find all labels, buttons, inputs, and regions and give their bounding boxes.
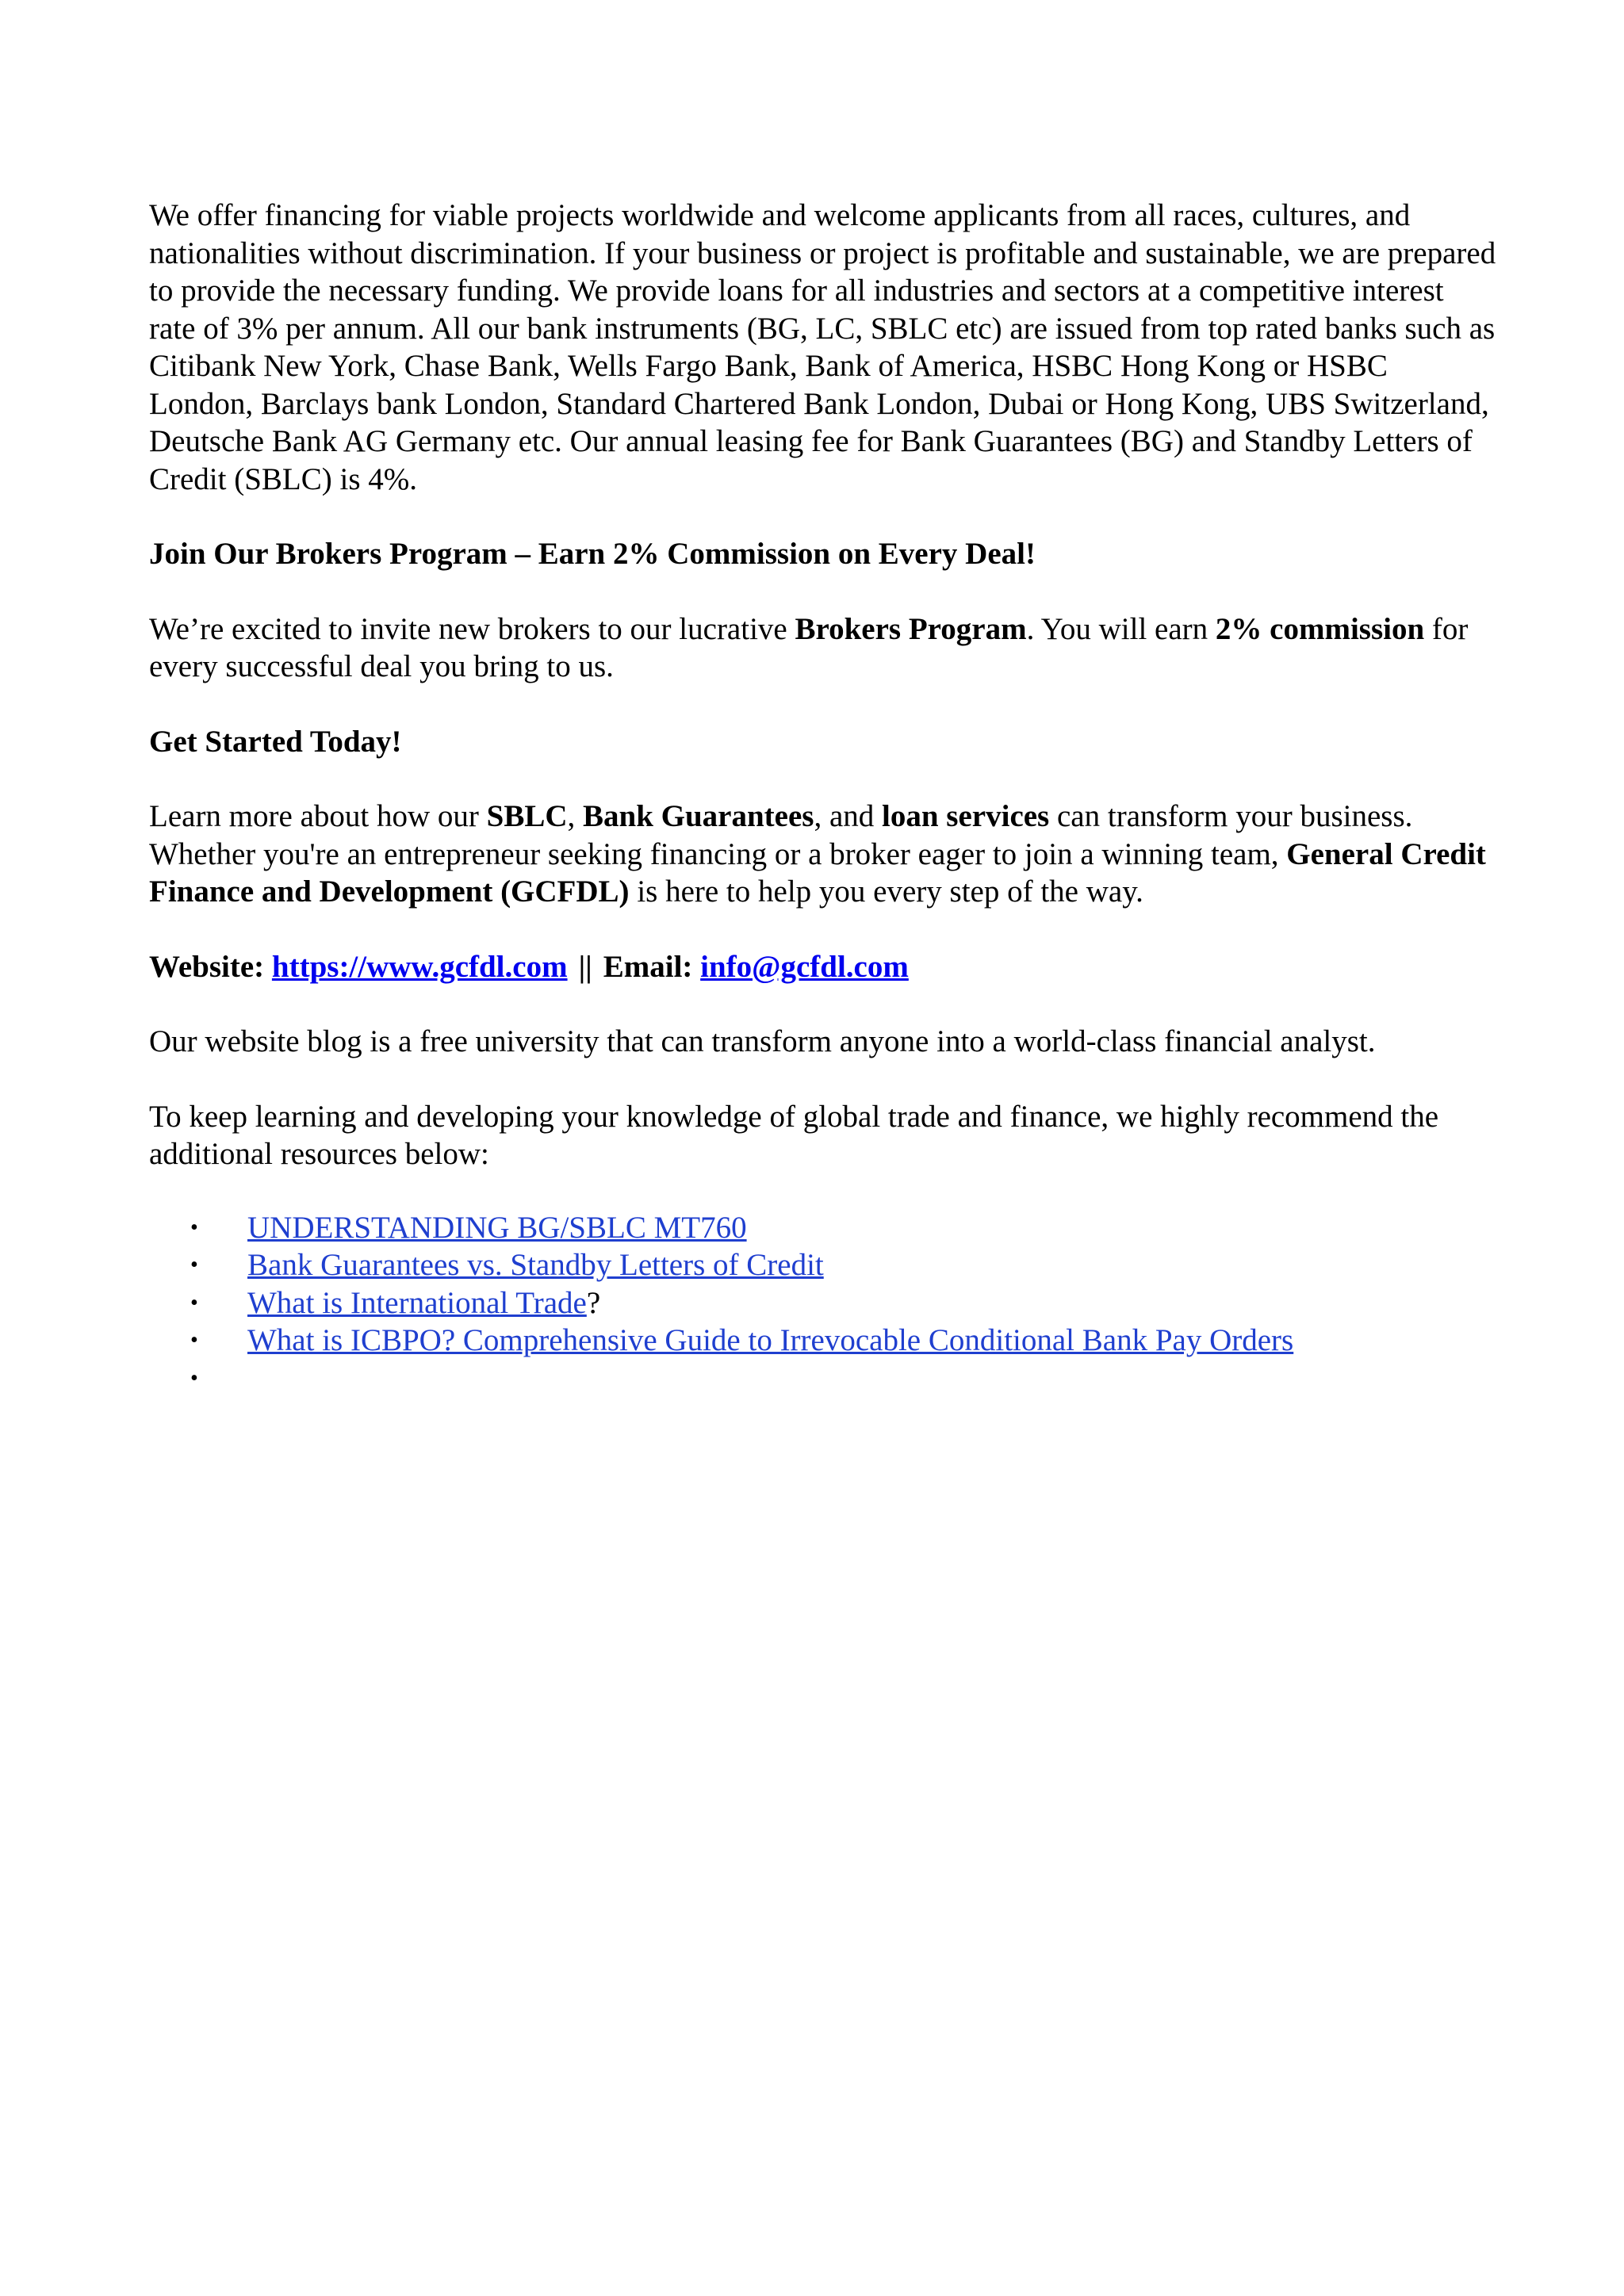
started-text-5: is here to help you every step of the way. <box>629 874 1143 909</box>
brokers-program-bold: Brokers Program <box>795 611 1027 646</box>
resource-suffix: ? <box>586 1285 601 1320</box>
started-paragraph <box>149 798 1497 911</box>
brokers-text-3: for every successful deal you bring to us. <box>149 611 1469 683</box>
bank-guarantees-bold: Bank Guarantees <box>583 799 814 833</box>
brokers-text-2: . You will earn <box>1026 611 1216 646</box>
email-label: Email: <box>603 949 693 984</box>
brokers-heading-text: Join Our Brokers Program – Earn 2% Commission on Every Deal! <box>149 537 1036 571</box>
bullet-icon: • <box>190 1290 198 1315</box>
list-item <box>149 1246 1497 1284</box>
resource-link-bg-vs-sblc[interactable]: Bank Guarantees vs. Standby Letters of Credit <box>247 1248 824 1282</box>
website-label: Website: <box>149 949 265 984</box>
sblc-bold: SBLC <box>486 799 568 833</box>
started-text-1: Learn more about how our <box>149 799 487 833</box>
started-text-3: , and <box>814 799 883 833</box>
brokers-text-1: We’re excited to invite new brokers to our lucrative <box>149 611 795 646</box>
email-link[interactable]: info@gcfdl.com <box>700 949 909 984</box>
started-heading <box>149 723 1497 761</box>
website-link[interactable]: https://www.gcfdl.com <box>271 949 568 984</box>
bullet-icon: • <box>190 1365 198 1391</box>
resources-list <box>149 1209 1497 1398</box>
resource-link-icbpo[interactable]: What is ICBPO? Comprehensive Guide to Irrevocable Conditional Bank Pay Orders <box>247 1323 1294 1357</box>
company-name-bold: General Credit Finance and Development (GCFDL) <box>149 836 1486 909</box>
list-item <box>149 1209 1497 1247</box>
bullet-icon: • <box>190 1253 198 1277</box>
started-heading-text: Get Started Today! <box>149 724 402 759</box>
resource-link-international-trade[interactable]: What is International Trade <box>247 1285 587 1320</box>
list-item <box>149 1284 1497 1322</box>
commission-bold: 2% commission <box>1215 611 1425 646</box>
blog-paragraph: Our website blog is a free university that can transform anyone into a world-class financial analyst. <box>149 1024 1376 1058</box>
loan-services-bold: loan services <box>882 799 1050 833</box>
started-text-4: can transform your business. Whether you're an entrepreneur seeking financing or a broker eager to join a winning team, <box>149 799 1413 871</box>
list-item <box>149 1360 1497 1398</box>
contact-line <box>149 948 1497 986</box>
bullet-icon: • <box>190 1215 198 1240</box>
document-content <box>149 197 1497 1397</box>
contact-separator: || <box>578 949 592 984</box>
resource-link-mt760[interactable]: UNDERSTANDING BG/SBLC MT760 <box>247 1210 747 1245</box>
started-text-2: , <box>567 799 584 833</box>
brokers-paragraph <box>149 610 1497 686</box>
resources-intro: To keep learning and developing your knowledge of global trade and finance, we highly recommend the additional resources below: <box>149 1099 1439 1171</box>
intro-paragraph: We offer financing for viable projects worldwide and welcome applicants from all races, cultures, and nationalities without discrimination. If your business or project is profitable and sustainable, we are prepared to provide the necessary funding. We provide loans for all industries and sectors at a competitive interest rate of 3% per annum. All our bank instruments (BG, LC, SBLC etc) are issued from top rated banks such as Citibank New York, Chase Bank, Wells Fargo Bank, Bank of America, HSBC Hong Kong or HSBC London, Barclays bank London, Standard Chartered Bank London, Dubai or Hong Kong, UBS Switzerland, Deutsche Bank AG Germany etc. Our annual leasing fee for Bank Guarantees (BG) and Standby Letters of Credit (SBLC) is 4%. <box>149 198 1496 496</box>
brokers-heading <box>149 535 1497 573</box>
bullet-icon: • <box>190 1328 198 1353</box>
list-item <box>149 1322 1497 1360</box>
